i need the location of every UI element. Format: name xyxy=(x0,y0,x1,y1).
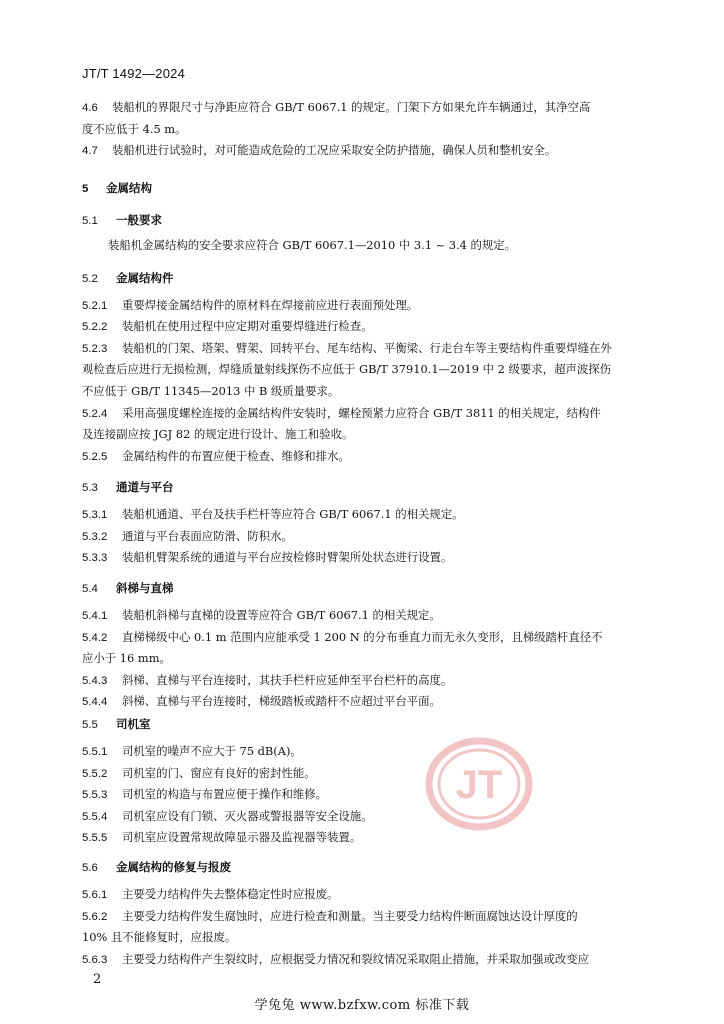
clause-text: 司机室的门、窗应有良好的密封性能。 xyxy=(122,766,316,780)
clause-5-2-1 xyxy=(82,297,642,314)
clause-number: 5.3.1 xyxy=(82,509,108,521)
clause-5-2-2 xyxy=(82,318,642,335)
section-5-5-heading xyxy=(82,716,642,733)
clause-number: 5.6.2 xyxy=(82,911,108,923)
section-number: 5.4 xyxy=(82,583,98,595)
section-number: 5.3 xyxy=(82,482,98,494)
clause-text: 重要焊接金属结构件的原材料在焊接前应进行表面预处理。 xyxy=(122,298,419,312)
clause-5-5-1 xyxy=(82,743,642,760)
clause-5-6-2-line-2: 10% 且不能修复时，应报废。 xyxy=(82,930,237,944)
clause-5-3-2 xyxy=(82,528,642,545)
clause-text: 直梯梯级中心 0.1 m 范围内应能承受 1 200 N 的分布垂直力而无永久变形，且梯级踏杆直径不 xyxy=(122,630,603,644)
clause-number: 4.6 xyxy=(82,102,98,114)
section-number: 5.6 xyxy=(82,862,98,874)
section-5-1-heading xyxy=(82,212,642,229)
clause-text: 金属结构件的布置应便于检查、维修和排水。 xyxy=(122,449,350,463)
chapter-title: 金属结构 xyxy=(106,181,152,195)
clause-5-6-1 xyxy=(82,886,642,903)
clause-number: 5.5.3 xyxy=(82,789,108,801)
section-title: 金属结构的修复与报废 xyxy=(116,860,231,874)
clause-5-2-3-line-3: 不应低于 GB/T 11345—2013 中 B 级质量要求。 xyxy=(82,384,340,398)
clause-text: 装船机的界限尺寸与净距应符合 GB/T 6067.1 的规定。门架下方如果允许车辆通过，其净空高 xyxy=(112,100,591,114)
clause-text: 采用高强度螺栓连接的金属结构件安装时，螺栓预紧力应符合 GB/T 3811 的相关规定，结构件 xyxy=(122,406,601,420)
clause-number: 5.5.4 xyxy=(82,811,108,823)
clause-number: 5.2.2 xyxy=(82,321,108,333)
clause-text: 装船机进行试验时，对可能造成危险的工况应采取安全防护措施，确保人员和整机安全。 xyxy=(112,143,557,157)
clause-5-2-3-line-1 xyxy=(82,340,642,357)
clause-number: 5.5.2 xyxy=(82,768,108,780)
clause-text: 斜梯、直梯与平台连接时，梯级踏板或踏杆不应超过平台平面。 xyxy=(122,694,441,708)
clause-number: 4.7 xyxy=(82,145,98,157)
section-number: 5.2 xyxy=(82,273,98,285)
clause-text: 主要受力结构件发生腐蚀时，应进行检查和测量。当主要受力结构件断面腐蚀达设计厚度的 xyxy=(122,909,578,923)
clause-4-7 xyxy=(82,142,642,159)
clause-number: 5.3.3 xyxy=(82,552,108,564)
clause-number: 5.4.2 xyxy=(82,632,108,644)
site-footer-link[interactable]: 学兔兔 www.bzfxw.com 标准下载 xyxy=(254,998,470,1013)
clause-5-4-2-line-1 xyxy=(82,629,642,646)
section-5-6-heading xyxy=(82,859,642,876)
clause-5-4-1 xyxy=(82,607,642,624)
section-5-3-heading xyxy=(82,479,642,496)
section-5-2-heading xyxy=(82,270,642,287)
section-title: 斜梯与直梯 xyxy=(116,581,174,595)
clause-number: 5.2.4 xyxy=(82,408,108,420)
section-title: 司机室 xyxy=(116,717,151,731)
svg-text:JT: JT xyxy=(455,763,503,807)
clause-5-5-5 xyxy=(82,829,642,846)
section-title: 金属结构件 xyxy=(116,271,174,285)
clause-text: 司机室的噪声不应大于 75 dB(A)。 xyxy=(122,744,302,758)
clause-text: 装船机在使用过程中应定期对重要焊缝进行检查。 xyxy=(122,319,373,333)
section-5-1-body: 装船机金属结构的安全要求应符合 GB/T 6067.1—2010 中 3.1 ~ 3.4 的规定。 xyxy=(108,238,517,252)
clause-5-2-4-line-1 xyxy=(82,405,642,422)
clause-number: 5.5.5 xyxy=(82,832,108,844)
clause-5-4-2-line-2: 应小于 16 mm。 xyxy=(82,651,171,665)
clause-5-2-3-line-2: 观检查后应进行无损检测，焊缝质量射线探伤不应低于 GB/T 37910.1—2019 中 2 级要求，超声波探伤 xyxy=(82,362,612,376)
clause-5-2-5 xyxy=(82,448,642,465)
clause-number: 5.2.1 xyxy=(82,300,108,312)
clause-5-3-1 xyxy=(82,506,642,523)
clause-number: 5.4.4 xyxy=(82,696,108,708)
clause-number: 5.4.3 xyxy=(82,675,108,687)
clause-4-6-line-2: 度不应低于 4.5 m。 xyxy=(82,122,187,136)
chapter-5-heading xyxy=(82,180,642,197)
section-number: 5.1 xyxy=(82,215,98,227)
clause-text: 司机室应设有门锁、灭火器或警报器等安全设施。 xyxy=(122,809,373,823)
clause-text: 斜梯、直梯与平台连接时，其扶手栏杆应延伸至平台栏杆的高度。 xyxy=(122,673,453,687)
clause-number: 5.2.5 xyxy=(82,451,108,463)
clause-5-4-4 xyxy=(82,693,642,710)
section-number: 5.5 xyxy=(82,719,98,731)
clause-5-5-4 xyxy=(82,808,642,825)
clause-text: 司机室的构造与布置应便于操作和维修。 xyxy=(122,787,328,801)
clause-5-6-2-line-1 xyxy=(82,908,642,925)
clause-5-2-4-line-2: 及连接副应按 JGJ 82 的规定进行设计、施工和验收。 xyxy=(82,427,354,441)
clause-text: 主要受力结构件失去整体稳定性时应报废。 xyxy=(122,887,339,901)
clause-5-5-2 xyxy=(82,765,642,782)
clause-5-6-3 xyxy=(82,951,642,968)
clause-text: 主要受力结构件产生裂纹时，应根据受力情况和裂纹情况采取阻止措施，并采取加强或改变应 xyxy=(122,952,590,966)
clause-number: 5.2.3 xyxy=(82,343,108,355)
clause-number: 5.3.2 xyxy=(82,531,108,543)
clause-number: 5.5.1 xyxy=(82,746,108,758)
clause-text: 装船机的门架、塔架、臂架、回转平台、尾车结构、平衡梁、行走台车等主要结构件重要焊缝在外 xyxy=(122,341,612,355)
chapter-number: 5 xyxy=(82,183,89,195)
clause-number: 5.6.3 xyxy=(82,954,108,966)
clause-number: 5.4.1 xyxy=(82,610,108,622)
clause-text: 司机室应设置常规故障显示器及监视器等装置。 xyxy=(122,830,362,844)
clause-5-4-3 xyxy=(82,672,642,689)
clause-5-5-3 xyxy=(82,786,642,803)
section-title: 一般要求 xyxy=(116,213,162,227)
clause-4-6-line-1 xyxy=(82,99,642,116)
section-5-4-heading xyxy=(82,580,642,597)
standard-code-header: JT/T 1492—2024 xyxy=(82,66,186,81)
clause-text: 装船机通道、平台及扶手栏杆等应符合 GB/T 6067.1 的相关规定。 xyxy=(122,507,464,521)
clause-number: 5.6.1 xyxy=(82,889,108,901)
section-title: 通道与平台 xyxy=(116,480,174,494)
page-number: 2 xyxy=(93,972,102,987)
clause-text: 通道与平台表面应防滑、防积水。 xyxy=(122,529,293,543)
clause-text: 装船机臂架系统的通道与平台应按检修时臂架所处状态进行设置。 xyxy=(122,550,453,564)
clause-5-3-3 xyxy=(82,549,642,566)
clause-text: 装船机斜梯与直梯的设置等应符合 GB/T 6067.1 的相关规定。 xyxy=(122,608,441,622)
